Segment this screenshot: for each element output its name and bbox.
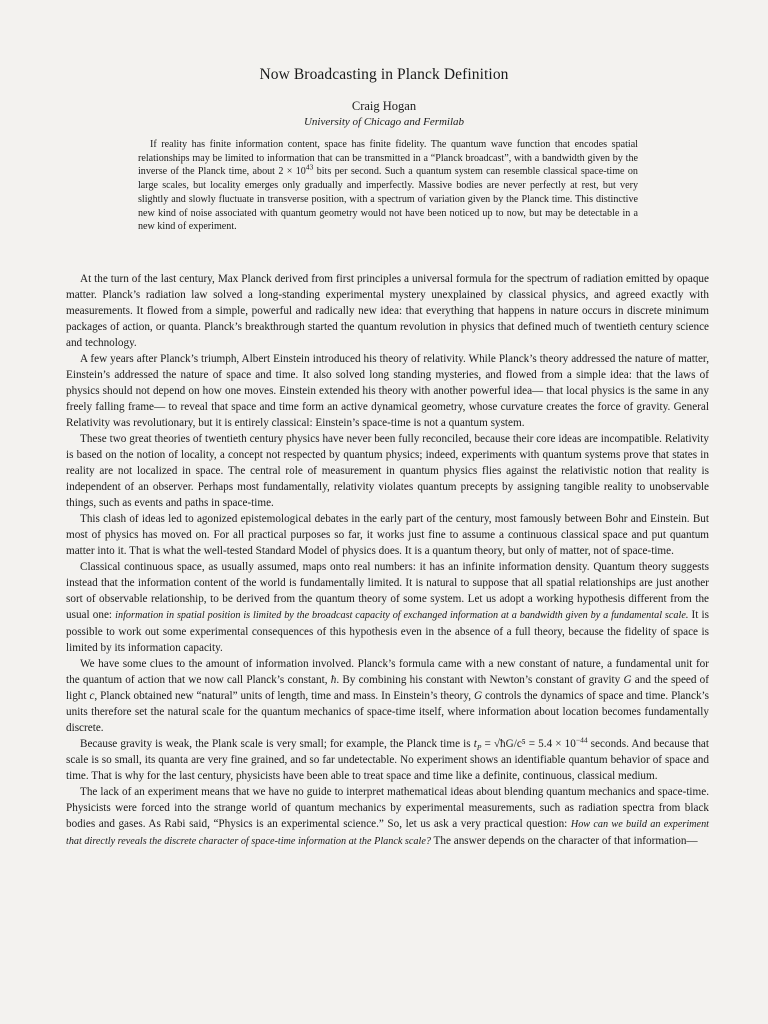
body-paragraph-8: The lack of an experiment means that we have no guide to interpret mathematical ideas about blending quantum mechanics and space-time. Physicists were forced into the strange world of quantum mechanics by experimental measurements, such as radiation spectra from black bodies and gases. As Rabi said, “Physics is an experimental science.” So, let us ask a very practical question: How can we build an experiment that directly reveals the discrete character of space-time information at the Planck scale? The answer depends on the character of that information— <box>66 786 709 847</box>
gravity-constant-symbol: G <box>473 690 483 702</box>
body-paragraph-7: Because gravity is weak, the Plank scale is very small; for example, the Planck time is $t_P$ = √ħG/c⁵ = $5.4 \times 10^{-44}$ seconds. And because that scale is so small, its quanta are very fine grained, and so far undetectable. No experiment shows an identifiable quantum behavior of space and time. That is why for the last century, physicists have been able to treat space and time like a definite, continuous, classical medium. <box>66 735 710 782</box>
body-paragraph-4: This clash of ideas led to agonized epistemological debates in the early part of the century, most famously between Bohr and Einstein. But most of physics has moved on. For all practical purposes so far, it works just fine to assume a continuous classical space and put quantum matter into it. That is what the well-tested Standard Model of physics does. It is a quantum theory, but only of matter, not of space-time. <box>66 513 709 557</box>
body-paragraph-3: These two great theories of twentieth century physics have never been fully reconciled, because their core ideas are incompatible. Relativity is based on the notion of locality, a concept not respected by quantum physics; indeed, experiments with quantum systems prove that states in reality are not localized in space. The central role of measurement in quantum physics flies against the relativistic notion that reality is independent of an observer. Perhaps most fundamentally, relativity violates quantum precepts by assigning tangible reality to unobservable things, such as events and paths in space-time. <box>66 433 709 509</box>
key-question: How can we build an experiment that directly reveals the discrete character of space-time information at the Planck scale? <box>66 819 709 847</box>
abstract-paragraph: If reality has finite information content, space has finite fidelity. The quantum wave function that encodes spatial relationships may be limited to information that can be transmitted in a “Planck broadcast”, with a bandwidth given by the inverse of the Planck time, about $2 \times 10^{43}$ bits per second. Such a quantum system can resemble classical space-time on large scales, but locality emerges only gradually and imperfectly. Massive bodies are never perfectly at rest, but very slightly and slowly fluctuate in transverse position, with a spectrum of variation given by the Planck time. This distinctive new kind of noise associated with quantum geometry would not have been noticed up to now, but may be detectable in a new kind of experiment. <box>138 139 638 233</box>
body-paragraph-1: At the turn of the last century, Max Planck derived from first principles a universal formula for the spectrum of radiation emitted by opaque matter. Planck’s radiation law solved a long-standing experimental mystery unexplained by classical physics, and agreed exactly with measurements. It flowed from a simple, powerful and radically new idea: that everything that happens in nature occurs in discrete minimum packages of action, or quanta. Planck’s breakthrough started the quantum revolution in physics that defined much of twentieth century science and technology. <box>66 273 709 349</box>
author-name: Craig Hogan <box>351 99 417 113</box>
planck-time-equation: = √ħG/c⁵ = 5.4 × 10 <box>481 738 576 750</box>
hbar-symbol: ħ <box>330 674 337 686</box>
body-paragraph-2: A few years after Planck’s triumph, Albert Einstein introduced his theory of relativity. While Planck’s theory addressed the nature of matter, Einstein’s addressed the nature of space and time. It also solved long standing mysteries, and flowed from a simple idea: that the laws of physics should not depend on how one moves. Einstein extended his theory with another powerful idea— that local physics is the same in any freely falling frame— to reveal that space and time form an active dynamical geometry, whose curvature creates the force of gravity. General Relativity was revolutionary, but it is entirely classical: Einstein’s space-time is not a quantum system. <box>66 353 709 429</box>
hypothesis-statement: information in spatial position is limited by the broadcast capacity of exchanged information at a bandwidth given by a fundamental scale. <box>115 610 689 621</box>
body-paragraph-5: Classical continuous space, as usually assumed, maps onto real numbers: it has an infinite information density. Quantum theory suggests instead that the information content of the world is fundamentally limited. It is natural to suppose that all spatial relationships are just another sort of observable relationship, to be derived from the quantum theory of some system. Let us adopt a working hypothesis different from the usual one: information in spatial position is limited by the broadcast capacity of exchanged information at a bandwidth given by a fundamental scale. It is possible to work out some experimental consequences of this hypothesis even in the absence of a full theory, because the fidelity of space is limited by its information capacity. <box>66 561 709 654</box>
abstract <box>138 138 638 234</box>
gravity-constant-symbol: G <box>623 674 632 686</box>
body-text <box>66 271 709 850</box>
light-speed-symbol: c <box>89 690 95 702</box>
body-paragraph-6: We have some clues to the amount of information involved. Planck’s formula came with a new constant of nature, a fundamental unit for the quantum of action that we now call Planck’s constant, ħ. By combining his constant with Newton’s constant of gravity G and the speed of light c, Planck obtained new “natural” units of length, time and mass. In Einstein’s theory, G controls the dynamics of space and time. Planck’s units therefore set the natural scale for the quantum mechanics of space-time itself, where information about location becomes fundamentally discrete. <box>66 658 710 734</box>
planck-time-symbol: t <box>473 738 477 750</box>
paper-title: Now Broadcasting in Planck Definition <box>259 66 509 83</box>
author-affiliation: University of Chicago and Fermilab <box>303 116 465 128</box>
